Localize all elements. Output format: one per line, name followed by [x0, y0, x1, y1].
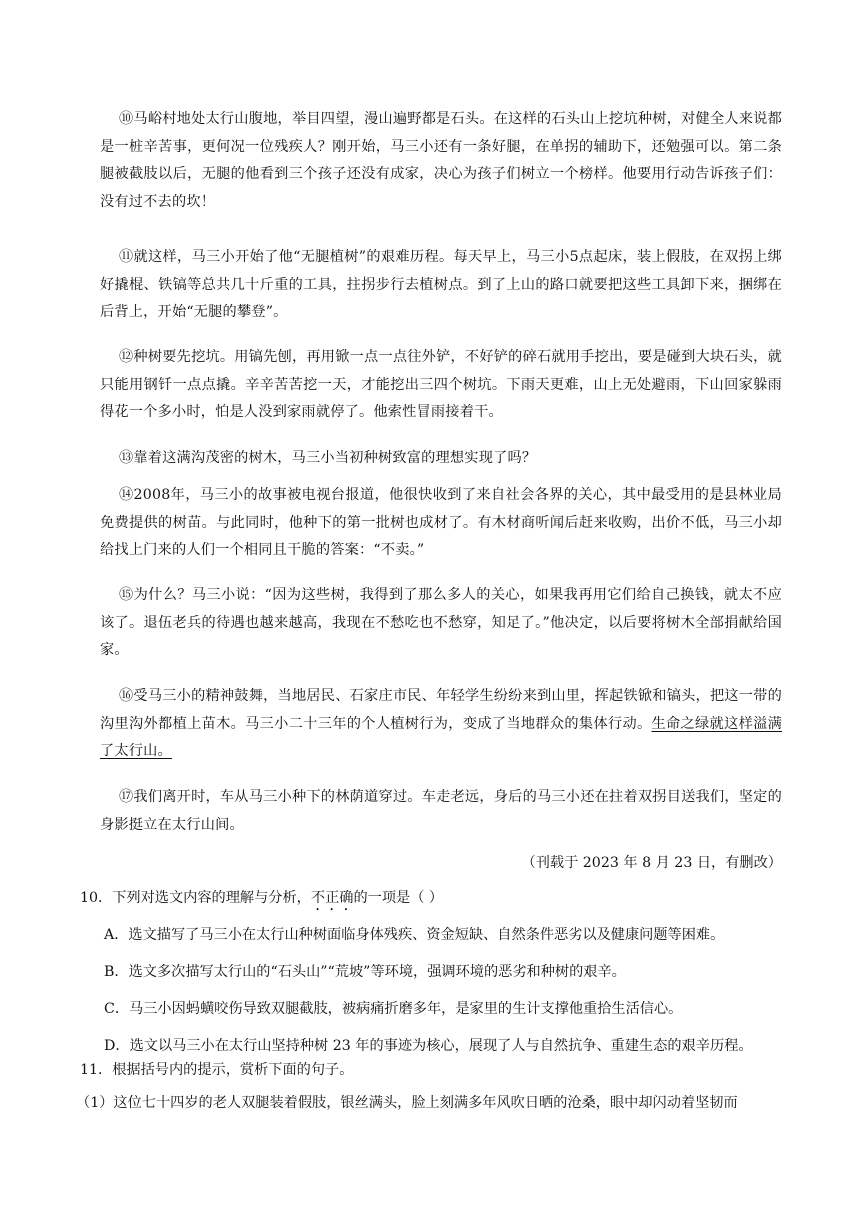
- question-11-sub-1: （1）这位七十四岁的老人双腿装着假肢，银丝满头，脸上刻满多年风吹日晒的沧桑，眼中却闪动着坚韧而: [76, 1095, 738, 1111]
- paragraph-10: ⑩马峪村地处太行山腹地，举目四望，漫山遍野都是石头。在这样的石头山上挖坑种树，对健全人来说都是一桩辛苦事，更何况一位残疾人？刚开始，马三小还有一条好腿，在单拐的辅助下，还勉强可以。第二条腿被截肢以后，无腿的他看到三个孩子还没有成家，决心为孩子们树立一个榜样。他要用行动告诉孩子们：没有过不去的坎！: [100, 111, 782, 210]
- question-10-option-c: C．马三小因蚂蟥咬伤导致双腿截肢，被病痛折磨多年，是家里的生计支撑他重拾生活信心。: [104, 1001, 683, 1017]
- question-10-emphasis: 不正确: [310, 890, 354, 906]
- question-10-stem-before: 10．下列对选文内容的理解与分析，: [80, 890, 311, 906]
- paragraph-13: ⑬靠着这满沟茂密的树木，马三小当初种树致富的理想实现了吗？: [119, 450, 537, 466]
- paragraph-16-text: ⑯受马三小的精神鼓舞，当地居民、石家庄市民、年轻学生纷纷来到山里，挥起铁锨和镐头，把这一带的沟里沟外都植上苗木。马三小二十三年的个人植树行为，变成了当地群众的集体行动。: [100, 688, 782, 732]
- source-note: （刊载于 2023 年 8 月 23 日，有删改）: [521, 855, 782, 871]
- question-10-option-b: B．选文多次描写太行山的“石头山”“荒坡”等环境，强调环境的恶劣和种树的艰辛。: [104, 964, 626, 980]
- question-10-option-d: D．选文以马三小在太行山坚持种树 23 年的事迹为核心，展现了人与自然抗争、重建生态的艰辛历程。: [104, 1038, 753, 1054]
- paragraph-12: ⑫种树要先挖坑。用镐先刨，再用锨一点一点往外铲，不好铲的碎石就用手挖出，要是碰到大块石头，就只能用钢钎一点点撬。辛辛苦苦挖一天，才能挖出三四个树坑。下雨天更难，山上无处避雨，下山回家躲雨得花一个多小时，怕是人没到家雨就停了。他索性冒雨接着干。: [100, 349, 782, 420]
- question-11-stem: 11．根据括号内的提示，赏析下面的句子。: [80, 1062, 354, 1078]
- paragraph-17: ⑰我们离开时，车从马三小种下的林荫道穿过。车走老远，身后的马三小还在拄着双拐目送我们，坚定的身影挺立在太行山间。: [100, 789, 782, 833]
- paragraph-14: ⑭2008年，马三小的故事被电视台报道，他很快收到了来自社会各界的关心，其中最受用的是县林业局免费提供的树苗。与此同时，他种下的第一批树也成材了。有木材商听闻后赶来收购，出价不低，马三小却给找上门来的人们一个相同且干脆的答案：“不卖。”: [100, 487, 782, 558]
- question-10-option-a: A．选文描写了马三小在太行山种树面临身体残疾、资金短缺、自然条件恶劣以及健康问题等困难。: [104, 927, 725, 943]
- underlined-sentence: 生命之绿就这样溢满了太行山。: [100, 715, 782, 759]
- paragraph-11: ⑪就这样，马三小开始了他“无腿植树”的艰难历程。每天早上，马三小5点起床，装上假肢，在双拐上绑好撬棍、铁镐等总共几十斤重的工具，拄拐步行去植树点。到了上山的路口就要把这些工具卸下来，捆绑在后背上，开始“无腿的攀登”。: [100, 249, 782, 320]
- paragraph-16: [100, 683, 782, 766]
- question-10-stem-after: 的一项是（ ）: [353, 890, 444, 906]
- question-10-stem: [80, 885, 780, 914]
- paragraph-15: ⑮为什么？马三小说：“因为这些树，我得到了那么多人的关心，如果我再用它们给自己换钱，就太不应该了。退伍老兵的待遇也越来越高，我现在不愁吃也不愁穿，知足了。”他决定，以后要将树木全部捐献给国家。: [100, 587, 782, 658]
